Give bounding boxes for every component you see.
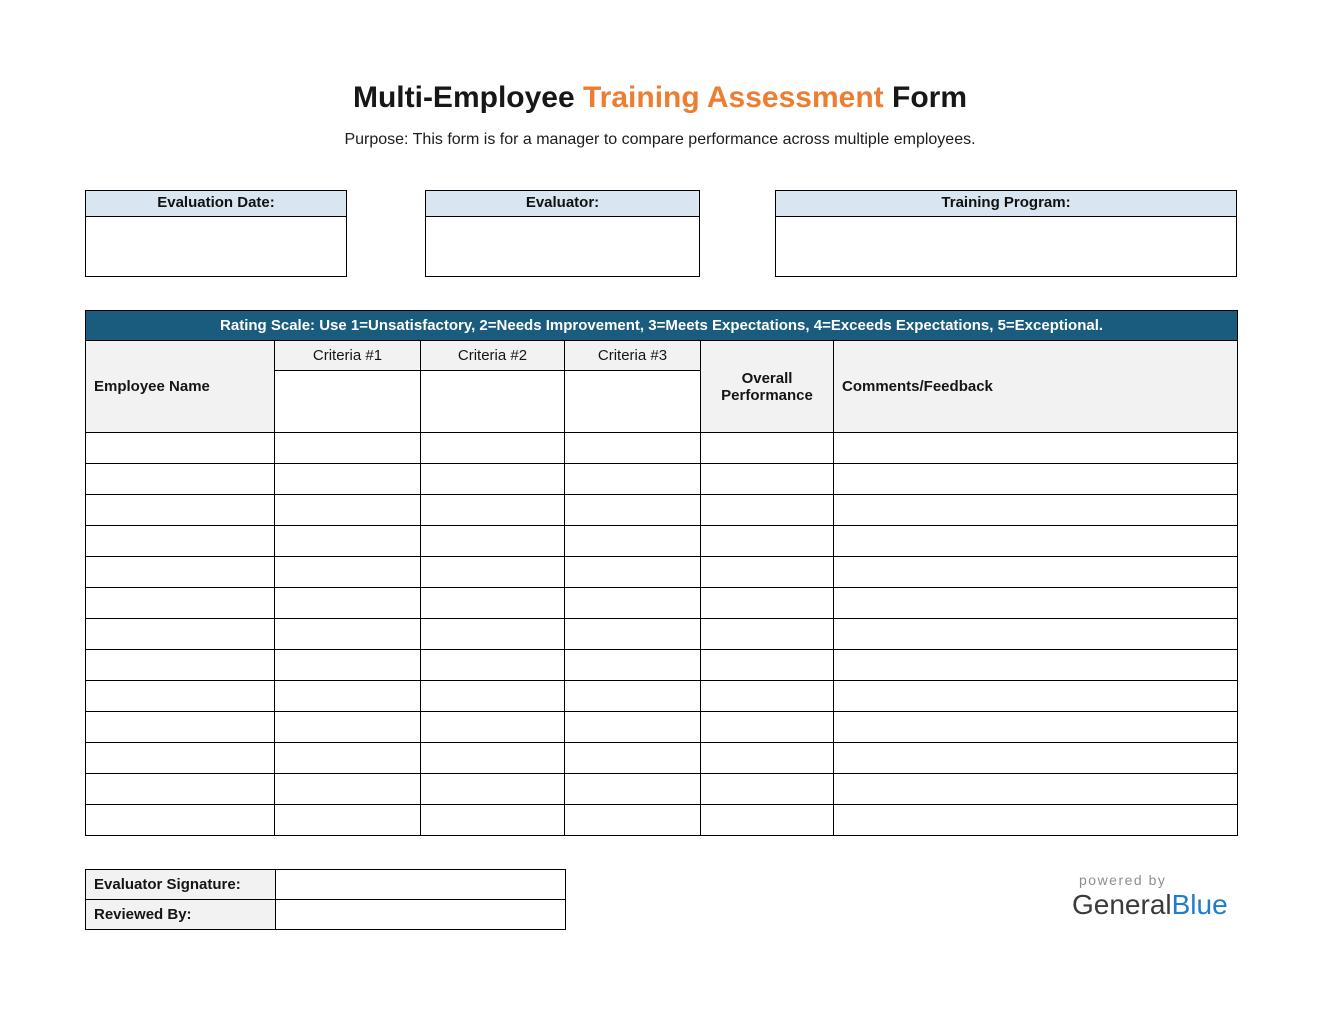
col-header-criteria-3: Criteria #3: [565, 341, 701, 371]
cell-criteria-3[interactable]: [565, 774, 701, 805]
cell-overall-performance[interactable]: [701, 743, 834, 774]
cell-overall-performance[interactable]: [701, 495, 834, 526]
cell-employee-name[interactable]: [86, 712, 275, 743]
cell-criteria-3[interactable]: [565, 650, 701, 681]
assessment-row: [86, 650, 1238, 681]
cell-employee-name[interactable]: [86, 526, 275, 557]
cell-comments[interactable]: [834, 774, 1238, 805]
evaluation-date-label: Evaluation Date:: [85, 190, 347, 217]
cell-criteria-2[interactable]: [421, 712, 565, 743]
cell-criteria-3[interactable]: [565, 526, 701, 557]
cell-criteria-1[interactable]: [275, 805, 421, 836]
cell-employee-name[interactable]: [86, 619, 275, 650]
assessment-row: [86, 712, 1238, 743]
cell-criteria-2[interactable]: [421, 805, 565, 836]
assessment-row: [86, 805, 1238, 836]
col-header-criteria-2: Criteria #2: [421, 341, 565, 371]
cell-overall-performance[interactable]: [701, 464, 834, 495]
cell-overall-performance[interactable]: [701, 557, 834, 588]
assessment-table: [85, 310, 1238, 836]
cell-overall-performance[interactable]: [701, 774, 834, 805]
title-part-3: Form: [883, 81, 968, 114]
evaluation-date-input[interactable]: [85, 217, 347, 277]
assessment-row: [86, 588, 1238, 619]
cell-overall-performance[interactable]: [701, 588, 834, 619]
cell-employee-name[interactable]: [86, 743, 275, 774]
cell-criteria-1[interactable]: [275, 588, 421, 619]
cell-criteria-2[interactable]: [421, 774, 565, 805]
cell-criteria-1[interactable]: [275, 526, 421, 557]
cell-comments[interactable]: [834, 464, 1238, 495]
signature-row: [86, 870, 566, 900]
cell-criteria-1[interactable]: [275, 557, 421, 588]
assessment-row: [86, 464, 1238, 495]
criteria-2-name-cell[interactable]: [421, 371, 565, 433]
training-program-label: Training Program:: [775, 190, 1237, 217]
col-header-comments: Comments/Feedback: [834, 341, 1238, 433]
cell-criteria-2[interactable]: [421, 464, 565, 495]
cell-criteria-1[interactable]: [275, 464, 421, 495]
cell-comments[interactable]: [834, 712, 1238, 743]
evaluation-date-box: [85, 190, 347, 277]
assessment-row: [86, 495, 1238, 526]
col-header-overall-performance: Overall Performance: [701, 341, 834, 433]
cell-criteria-2[interactable]: [421, 495, 565, 526]
cell-criteria-2[interactable]: [421, 588, 565, 619]
title-part-accent: Training Assessment: [583, 81, 884, 114]
cell-comments[interactable]: [834, 433, 1238, 464]
brand-logo: [1072, 872, 1242, 920]
cell-comments[interactable]: [834, 619, 1238, 650]
cell-comments[interactable]: [834, 557, 1238, 588]
cell-overall-performance[interactable]: [701, 619, 834, 650]
cell-criteria-1[interactable]: [275, 774, 421, 805]
assessment-row: [86, 433, 1238, 464]
evaluator-signature-label: Evaluator Signature:: [86, 870, 276, 900]
assessment-row: [86, 681, 1238, 712]
cell-criteria-2[interactable]: [421, 619, 565, 650]
cell-overall-performance[interactable]: [701, 526, 834, 557]
cell-criteria-3[interactable]: [565, 588, 701, 619]
cell-employee-name[interactable]: [86, 650, 275, 681]
cell-criteria-3[interactable]: [565, 805, 701, 836]
cell-employee-name[interactable]: [86, 805, 275, 836]
cell-employee-name[interactable]: [86, 464, 275, 495]
signature-table: [85, 869, 566, 930]
cell-criteria-1[interactable]: [275, 495, 421, 526]
cell-criteria-1[interactable]: [275, 433, 421, 464]
cell-employee-name[interactable]: [86, 774, 275, 805]
cell-criteria-2[interactable]: [421, 743, 565, 774]
cell-criteria-2[interactable]: [421, 650, 565, 681]
evaluator-signature-input[interactable]: [276, 870, 566, 900]
criteria-3-name-cell[interactable]: [565, 371, 701, 433]
training-program-input[interactable]: [775, 217, 1237, 277]
cell-criteria-3[interactable]: [565, 619, 701, 650]
cell-criteria-2[interactable]: [421, 433, 565, 464]
assessment-row: [86, 526, 1238, 557]
cell-criteria-3[interactable]: [565, 433, 701, 464]
form-purpose-text: Purpose: This form is for a manager to compare performance across multiple employees.: [344, 131, 976, 148]
cell-criteria-3[interactable]: [565, 743, 701, 774]
cell-overall-performance[interactable]: [701, 805, 834, 836]
cell-criteria-3[interactable]: [565, 557, 701, 588]
cell-criteria-2[interactable]: [421, 526, 565, 557]
cell-criteria-1[interactable]: [275, 650, 421, 681]
col-header-employee-name: Employee Name: [86, 341, 275, 433]
assessment-table-body: [86, 433, 1238, 836]
cell-criteria-3[interactable]: [565, 464, 701, 495]
cell-comments[interactable]: [834, 495, 1238, 526]
powered-by-text: powered by: [1079, 872, 1167, 888]
cell-employee-name[interactable]: [86, 681, 275, 712]
cell-criteria-2[interactable]: [421, 681, 565, 712]
training-program-box: [775, 190, 1237, 277]
cell-criteria-1[interactable]: [275, 743, 421, 774]
rating-scale-banner: Rating Scale: Use 1=Unsatisfactory, 2=Needs Improvement, 3=Meets Expectations, 4=Exceeds Expectations, 5=Exceptional.: [86, 311, 1238, 341]
col-header-criteria-1: Criteria #1: [275, 341, 421, 371]
cell-employee-name[interactable]: [86, 495, 275, 526]
reviewed-by-input[interactable]: [276, 900, 566, 930]
title-part-1: Multi-Employee: [352, 81, 583, 114]
assessment-row: [86, 619, 1238, 650]
cell-comments[interactable]: [834, 588, 1238, 619]
cell-employee-name[interactable]: [86, 588, 275, 619]
cell-criteria-3[interactable]: [565, 712, 701, 743]
brand-name-dark: General: [1072, 889, 1172, 920]
reviewed-by-label: Reviewed By:: [86, 900, 276, 930]
cell-employee-name[interactable]: [86, 557, 275, 588]
brand-name-blue: Blue: [1171, 889, 1228, 920]
page-title: [0, 81, 1320, 115]
cell-overall-performance[interactable]: [701, 433, 834, 464]
cell-comments[interactable]: [834, 526, 1238, 557]
cell-overall-performance[interactable]: [701, 681, 834, 712]
cell-comments[interactable]: [834, 805, 1238, 836]
cell-comments[interactable]: [834, 681, 1238, 712]
signature-row: [86, 900, 566, 930]
cell-employee-name[interactable]: [86, 433, 275, 464]
cell-criteria-3[interactable]: [565, 681, 701, 712]
cell-criteria-3[interactable]: [565, 495, 701, 526]
evaluator-box: [425, 190, 700, 277]
assessment-row: [86, 557, 1238, 588]
cell-comments[interactable]: [834, 743, 1238, 774]
evaluator-label: Evaluator:: [425, 190, 700, 217]
brand-wordmark: [1072, 890, 1242, 920]
evaluator-input[interactable]: [425, 217, 700, 277]
cell-criteria-2[interactable]: [421, 557, 565, 588]
cell-criteria-1[interactable]: [275, 681, 421, 712]
cell-criteria-1[interactable]: [275, 712, 421, 743]
cell-comments[interactable]: [834, 650, 1238, 681]
cell-overall-performance[interactable]: [701, 650, 834, 681]
cell-criteria-1[interactable]: [275, 619, 421, 650]
assessment-row: [86, 743, 1238, 774]
cell-overall-performance[interactable]: [701, 712, 834, 743]
criteria-1-name-cell[interactable]: [275, 371, 421, 433]
assessment-row: [86, 774, 1238, 805]
